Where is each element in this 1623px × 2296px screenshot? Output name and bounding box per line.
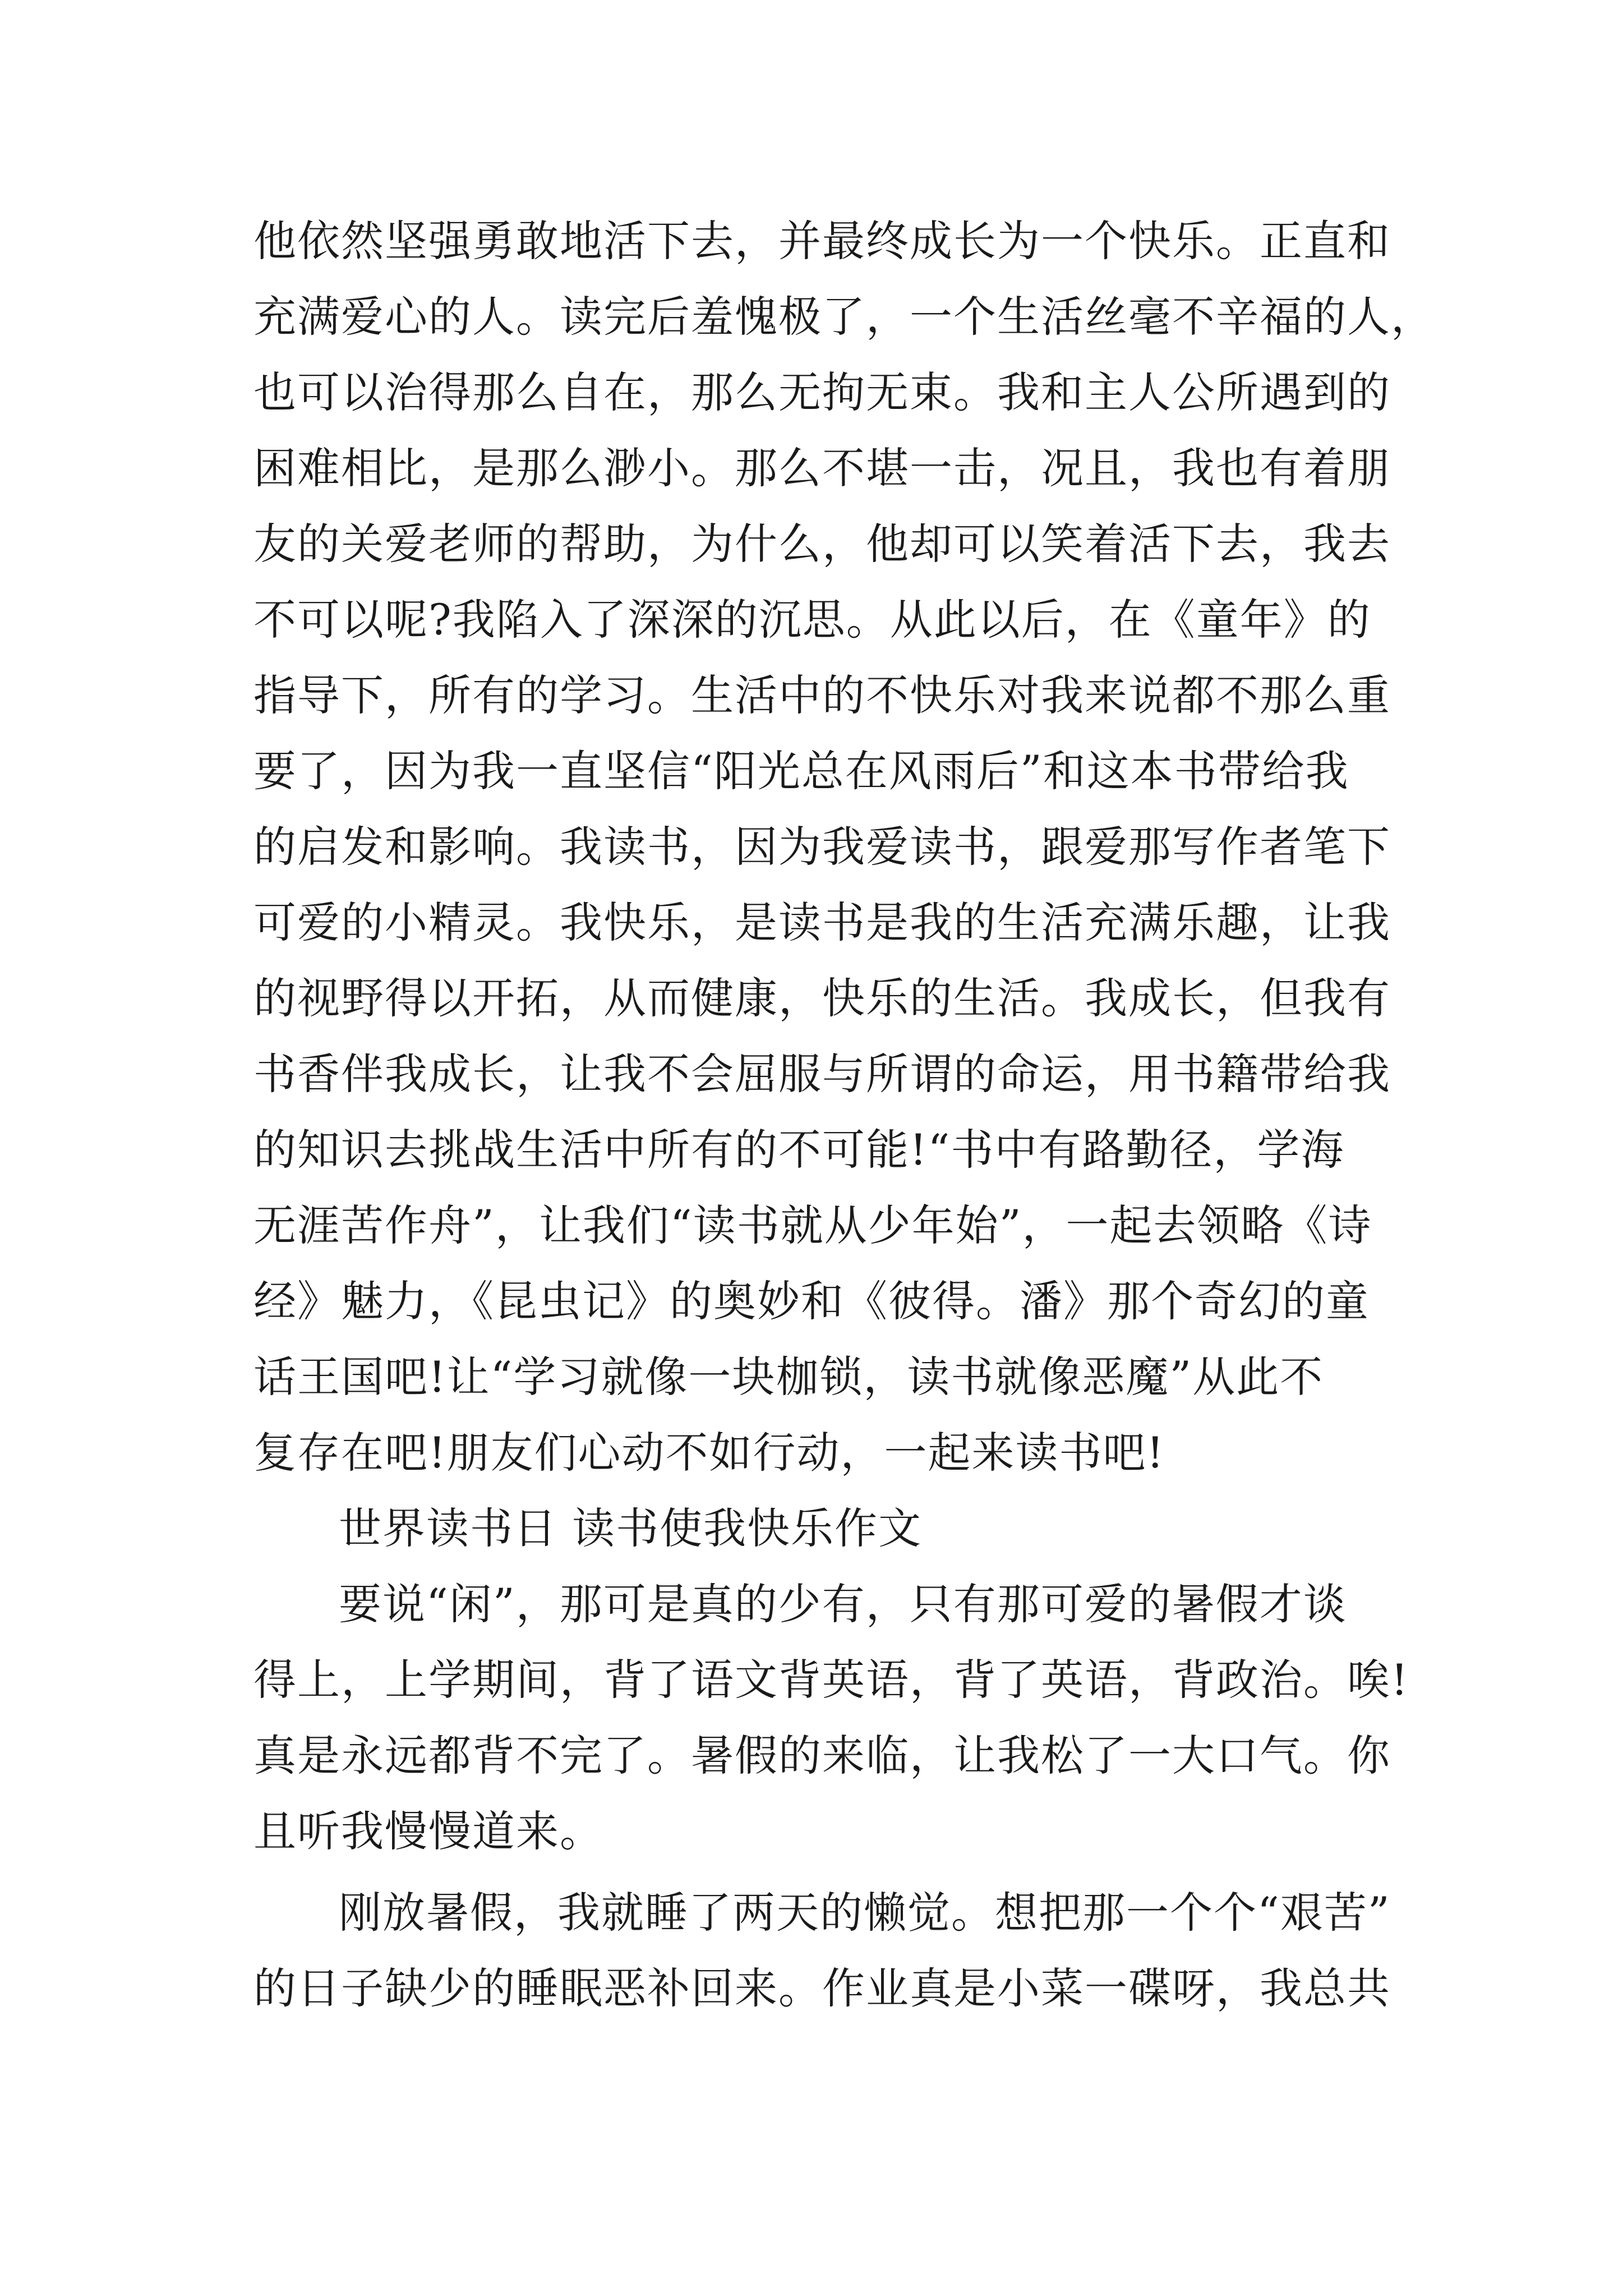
paragraph-line: 困难相比，是那么渺小。那么不堪一击，况且，我也有着朋 (253, 443, 1391, 493)
paragraph-line: 得上，上学期间，背了语文背英语，背了英语，背政治。唉! (253, 1655, 1409, 1705)
paragraph-line: 的视野得以开拓，从而健康，快乐的生活。我成长，但我有 (253, 973, 1391, 1023)
paragraph-line: 经》魅力，《昆虫记》的奥妙和《彼得。潘》那个奇幻的童 (253, 1276, 1370, 1326)
paragraph-line: 不可以呢?我陷入了深深的沉思。从此以后，在《童年》的 (253, 595, 1371, 645)
paragraph-line: 话王国吧!让“学习就像一块枷锁，读书就像恶魔”从此不 (253, 1352, 1324, 1402)
paragraph-line: 真是永远都背不完了。暑假的来临，让我松了一大口气。你 (253, 1731, 1391, 1780)
paragraph-line: 复存在吧!朋友们心动不如行动，一起来读书吧! (253, 1428, 1165, 1478)
paragraph-line: 无涯苦作舟”，让我们“读书就从少年始”，一起去领略《诗 (253, 1200, 1372, 1250)
paragraph-line: 书香伴我成长，让我不会屈服与所谓的命运，用书籍带给我 (253, 1049, 1391, 1099)
paragraph-line: 友的关爱老师的帮助，为什么，他却可以笑着活下去，我去 (253, 519, 1391, 569)
paragraph-line: 也可以治得那么自在，那么无拘无束。我和主人公所遇到的 (253, 367, 1391, 417)
paragraph-line: 他依然坚强勇敢地活下去，并最终成长为一个快乐。正直和 (253, 216, 1391, 266)
paragraph-line: 指导下，所有的学习。生活中的不快乐对我来说都不那么重 (253, 670, 1391, 720)
paragraph-line: 且听我慢慢道来。 (253, 1806, 603, 1856)
paragraph-line: 的知识去挑战生活中所有的不可能!“书中有路勤径，学海 (253, 1125, 1345, 1175)
paragraph-line: 的启发和影响。我读书，因为我爱读书，跟爱那写作者笔下 (253, 822, 1391, 872)
paragraph-line: 可爱的小精灵。我快乐，是读书是我的生活充满乐趣，让我 (253, 898, 1391, 947)
section-title: 世界读书日 读书使我快乐作文 (339, 1503, 923, 1553)
paragraph-line: 充满爱心的人。读完后羞愧极了，一个生活丝毫不辛福的人， (253, 292, 1435, 342)
paragraph-line: 的日子缺少的睡眠恶补回来。作业真是小菜一碟呀，我总共 (253, 1963, 1391, 2013)
paragraph-line: 要了，因为我一直坚信“阳光总在风雨后”和这本书带给我 (253, 746, 1349, 796)
paragraph-line: 刚放暑假，我就睡了两天的懒觉。想把那一个个“艰苦” (339, 1888, 1391, 1938)
paragraph-line: 要说“闲”，那可是真的少有，只有那可爱的暑假才谈 (339, 1579, 1347, 1629)
